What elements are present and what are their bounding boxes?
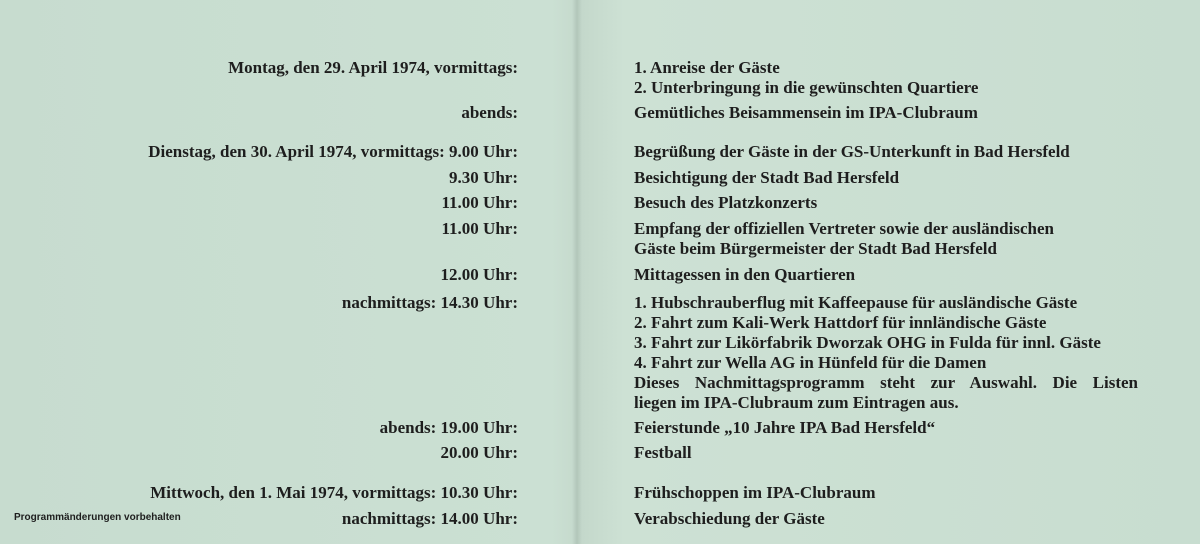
event-line: Gemütliches Beisammensein im IPA-Clubraum xyxy=(634,103,978,122)
schedule-time: Montag, den 29. April 1974, vormittags: xyxy=(228,58,518,77)
event-line: 1. Anreise der Gäste xyxy=(634,58,780,77)
page-fold xyxy=(572,0,582,544)
event-line: Festball xyxy=(634,443,692,462)
schedule-event xyxy=(634,193,817,213)
schedule-time: 20.00 Uhr: xyxy=(440,443,518,462)
event-line: Verabschiedung der Gäste xyxy=(634,509,825,528)
footer-note: Programmänderungen vorbehalten xyxy=(14,512,181,523)
schedule-event xyxy=(634,265,855,285)
schedule-time: abends: 19.00 Uhr: xyxy=(379,418,518,437)
event-line: Dieses Nachmittagsprogramm steht zur Auswahl. Die Listen xyxy=(634,373,1138,392)
schedule-time: 11.00 Uhr: xyxy=(441,219,518,238)
schedule-time: nachmittags: 14.00 Uhr: xyxy=(341,509,518,528)
schedule-event xyxy=(634,443,692,463)
schedule-time: nachmittags: 14.30 Uhr: xyxy=(341,293,518,312)
event-line: Begrüßung der Gäste in der GS-Unterkunft in Bad Hersfeld xyxy=(634,142,1070,161)
event-line: Frühschoppen im IPA-Clubraum xyxy=(634,483,876,502)
event-line: 2. Fahrt zum Kali-Werk Hattdorf für innländische Gäste xyxy=(634,313,1047,332)
event-line: 3. Fahrt zur Likörfabrik Dworzak OHG in Fulda für innl. Gäste xyxy=(634,333,1101,352)
schedule-time: 11.00 Uhr: xyxy=(441,193,518,212)
schedule-event xyxy=(634,293,1138,413)
schedule-time: 9.30 Uhr: xyxy=(449,168,518,187)
event-line: Besichtigung der Stadt Bad Hersfeld xyxy=(634,168,900,187)
event-line: 2. Unterbringung in die gewünschten Quartiere xyxy=(634,78,979,97)
schedule-event xyxy=(634,103,978,123)
event-line: 4. Fahrt zur Wella AG in Hünfeld für die Damen xyxy=(634,353,987,372)
event-line: Feierstunde „10 Jahre IPA Bad Hersfeld“ xyxy=(634,418,936,437)
event-line: 1. Hubschrauberflug mit Kaffeepause für ausländische Gäste xyxy=(634,293,1078,312)
schedule-event xyxy=(634,168,899,188)
schedule-event xyxy=(634,483,876,503)
schedule-event xyxy=(634,418,935,438)
schedule-event xyxy=(634,58,978,98)
schedule-event xyxy=(634,509,825,529)
schedule-time: abends: xyxy=(461,103,518,122)
schedule-time: Mittwoch, den 1. Mai 1974, vormittags: 10.30 Uhr: xyxy=(150,483,518,502)
schedule-event xyxy=(634,219,1054,259)
event-line: Besuch des Platzkonzerts xyxy=(634,193,818,212)
event-line: Mittagessen in den Quartieren xyxy=(634,265,856,284)
schedule-time: 12.00 Uhr: xyxy=(440,265,518,284)
schedule-time: Dienstag, den 30. April 1974, vormittags: 9.00 Uhr: xyxy=(148,142,518,161)
event-line: Empfang der offiziellen Vertreter sowie der ausländischen xyxy=(634,219,1054,238)
schedule-event xyxy=(634,142,1070,162)
event-line: Gäste beim Bürgermeister der Stadt Bad Hersfeld xyxy=(634,239,997,258)
event-line: liegen im IPA-Clubraum zum Eintragen aus. xyxy=(634,393,959,412)
